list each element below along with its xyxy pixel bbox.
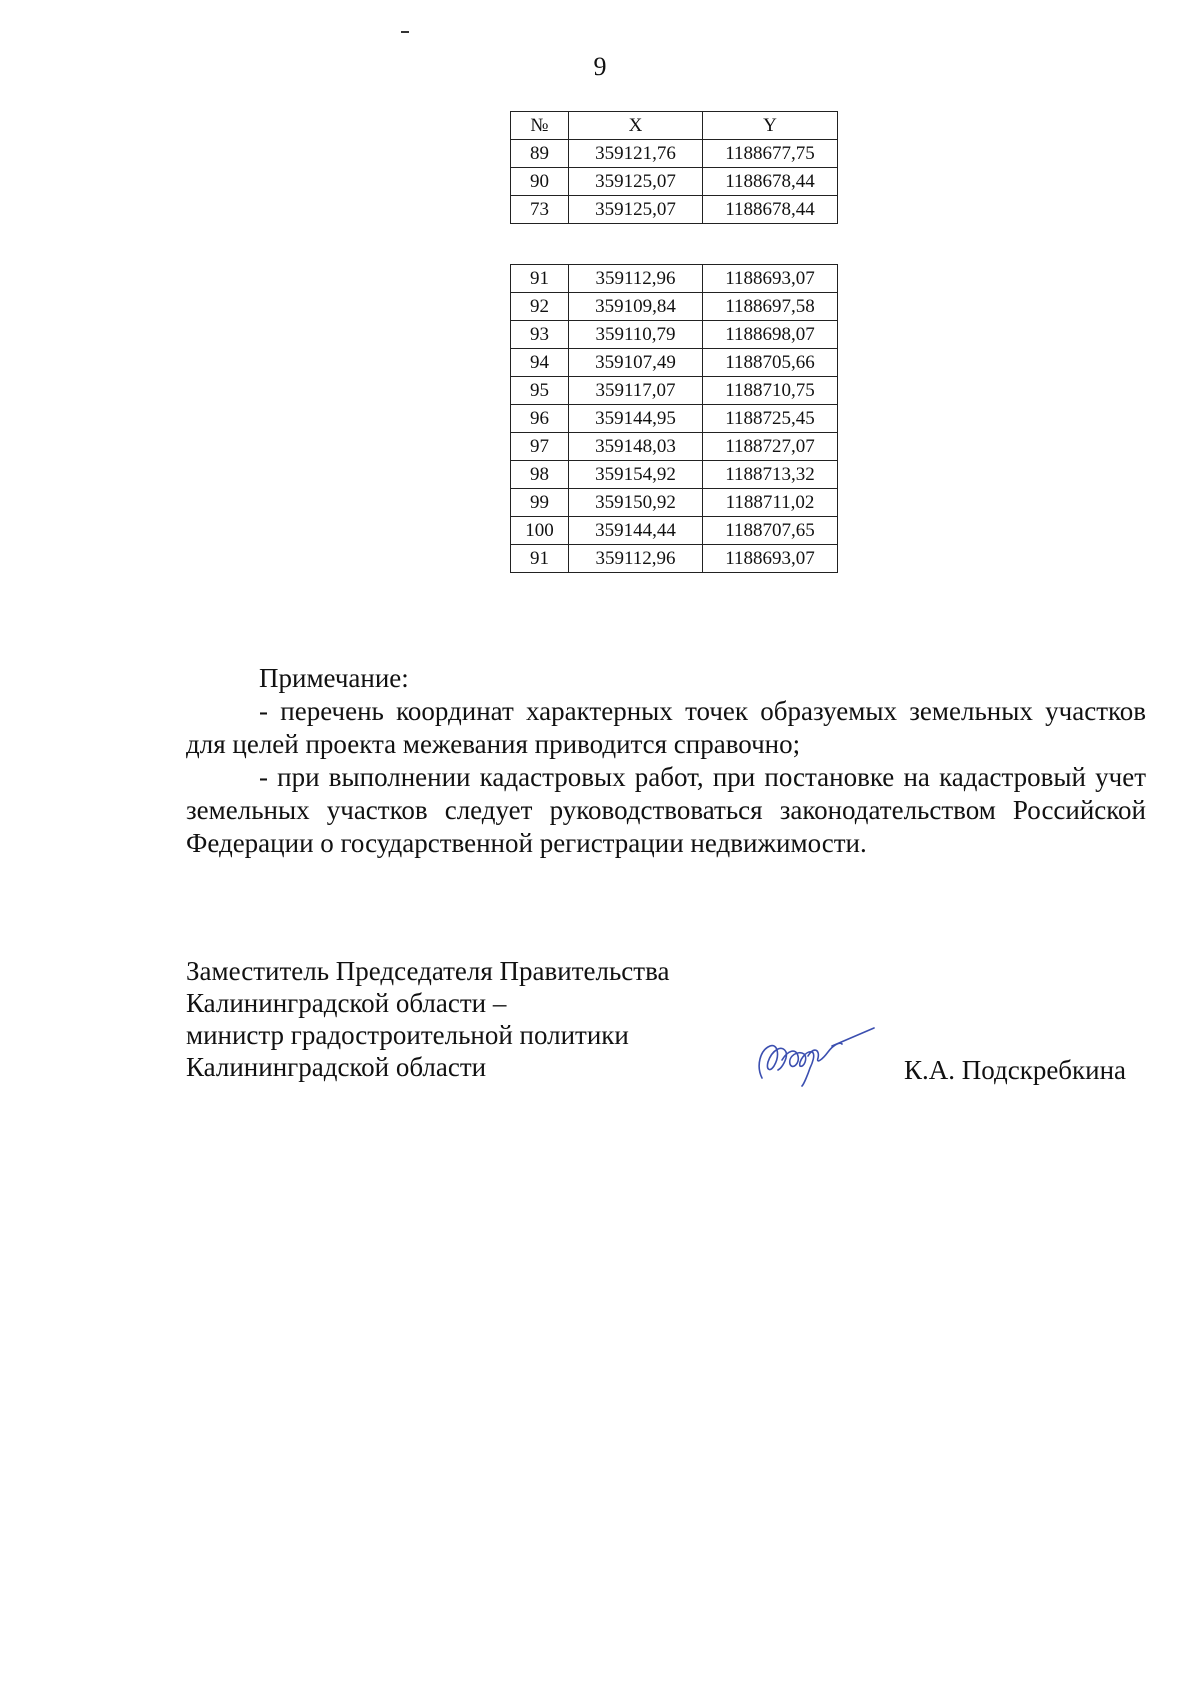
table-row [511, 405, 838, 433]
table-row [511, 377, 838, 405]
table-row [511, 461, 838, 489]
position-line: Калининградской области – [186, 988, 507, 1018]
position-line: Калининградской области [186, 1052, 487, 1082]
handwritten-signature [748, 1020, 878, 1090]
cell-x: 359144,95 [569, 405, 703, 433]
table-row [511, 196, 838, 224]
cell-point-number: 98 [511, 461, 569, 489]
table-row [511, 349, 838, 377]
signer-name: К.А. Подскребкина [904, 1055, 1127, 1085]
page-number: 9 [593, 52, 607, 81]
table-row [511, 517, 838, 545]
cell-point-number: 97 [511, 433, 569, 461]
table-2-body [511, 265, 838, 573]
table-row [511, 489, 838, 517]
cell-point-number: 90 [511, 168, 569, 196]
cell-y: 1188678,44 [703, 168, 838, 196]
cell-y: 1188713,32 [703, 461, 838, 489]
coordinates-table-2 [510, 264, 838, 573]
cell-point-number: 100 [511, 517, 569, 545]
cell-y: 1188693,07 [703, 545, 838, 573]
cell-y: 1188677,75 [703, 140, 838, 168]
cell-point-number: 95 [511, 377, 569, 405]
table-row [511, 293, 838, 321]
cell-y: 1188705,66 [703, 349, 838, 377]
cell-y: 1188707,65 [703, 517, 838, 545]
cell-point-number: 89 [511, 140, 569, 168]
column-header-y: Y [703, 112, 838, 140]
table-row [511, 265, 838, 293]
note-title: Примечание: [259, 663, 409, 693]
cell-point-number: 73 [511, 196, 569, 224]
cell-point-number: 99 [511, 489, 569, 517]
cell-x: 359125,07 [569, 168, 703, 196]
note-item-1: - перечень координат характерных точек образуемых земельных участков для целей проекта межевания приводится справочно; [186, 696, 1146, 759]
cell-y: 1188697,58 [703, 293, 838, 321]
scan-mark [401, 31, 409, 33]
cell-x: 359112,96 [569, 265, 703, 293]
column-header-number: № [511, 112, 569, 140]
cell-x: 359121,76 [569, 140, 703, 168]
cell-point-number: 91 [511, 545, 569, 573]
table-header-row [511, 112, 838, 140]
note-section [186, 662, 1146, 860]
cell-x: 359107,49 [569, 349, 703, 377]
cell-y: 1188693,07 [703, 265, 838, 293]
cell-x: 359125,07 [569, 196, 703, 224]
table-1-body [511, 140, 838, 224]
table-row [511, 140, 838, 168]
cell-y: 1188698,07 [703, 321, 838, 349]
cell-y: 1188710,75 [703, 377, 838, 405]
position-line: Заместитель Председателя Правительства [186, 956, 670, 986]
table-row [511, 545, 838, 573]
cell-point-number: 96 [511, 405, 569, 433]
position-line: министр градостроительной политики [186, 1020, 629, 1050]
cell-point-number: 91 [511, 265, 569, 293]
cell-x: 359117,07 [569, 377, 703, 405]
cell-y: 1188678,44 [703, 196, 838, 224]
cell-x: 359109,84 [569, 293, 703, 321]
table-row [511, 433, 838, 461]
cell-x: 359150,92 [569, 489, 703, 517]
coordinates-table-1 [510, 111, 838, 224]
column-header-x: X [569, 112, 703, 140]
cell-x: 359144,44 [569, 517, 703, 545]
cell-point-number: 94 [511, 349, 569, 377]
table-row [511, 321, 838, 349]
cell-y: 1188711,02 [703, 489, 838, 517]
cell-y: 1188727,07 [703, 433, 838, 461]
cell-x: 359154,92 [569, 461, 703, 489]
cell-point-number: 93 [511, 321, 569, 349]
cell-x: 359112,96 [569, 545, 703, 573]
signatory-position [186, 955, 669, 1083]
cell-point-number: 92 [511, 293, 569, 321]
note-item-2: - при выполнении кадастровых работ, при постановке на кадастровый учет земельных участков следует руководствоваться законодательством Российской Федерации о государственной регистрации недвижимости. [186, 762, 1146, 858]
table-row [511, 168, 838, 196]
cell-y: 1188725,45 [703, 405, 838, 433]
cell-x: 359110,79 [569, 321, 703, 349]
cell-x: 359148,03 [569, 433, 703, 461]
